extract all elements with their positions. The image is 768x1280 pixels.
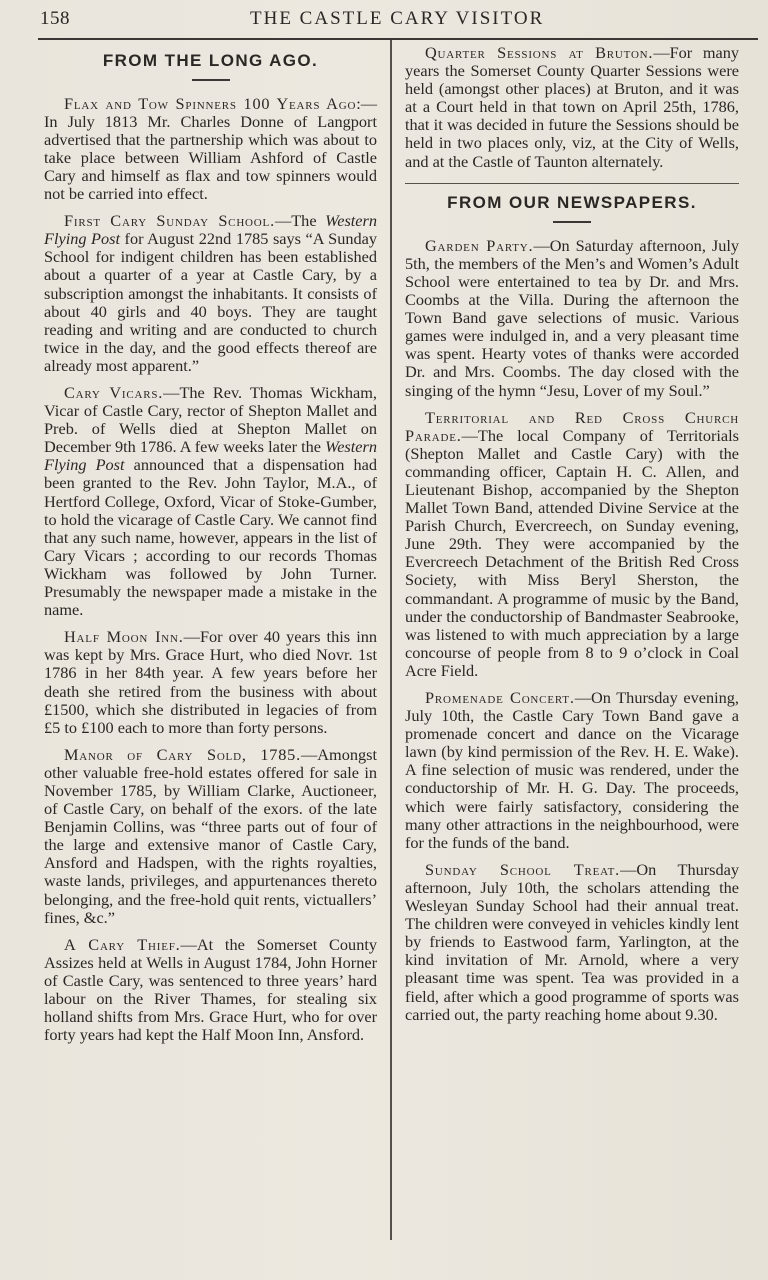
article-body: announced that a dispensation had been granted to the Rev. John Taylor, M.A., of Hertford College, Oxford, Vicar of Stoke-Gumber, to hold the vicarage of Castle Cary. We cannot find that any such name, however, appears in the list of Cary Vicars ; according to our records Thomas Wickham was followed by John Turner. Presumably the newspaper made a mistake in the name. (44, 455, 378, 620)
article-cary-thief (44, 936, 377, 1045)
column-divider (390, 40, 392, 1240)
article-school-treat (405, 861, 739, 1024)
article-garden-party (405, 237, 739, 400)
article-body: —Amongst other valuable free-hold estates offered for sale in November 1785, by William Clarke, Auctioneer, of Castle Cary, on behalf of the exors. of the late Benjamin Collins, was “three parts out of four of the large and extensive manor of Castle Cary, Ansford and Hadspen, with the rights royalties, waste lands, privileges, and appurtenances thereto belonging, and the free-hold quit rents, victuallers’ fines, &c.” (44, 744, 377, 927)
section-title-newspapers: FROM OUR NEWSPAPERS. (447, 193, 697, 213)
page-number: 158 (40, 8, 70, 29)
right-column (405, 44, 739, 1033)
article-body: —The Rev. Thomas Wickham, Vicar of Castle Cary, rector of Shepton Mallet and Preb. of Wells died at Shepton Mallet on December 9th 1786. A few weeks later the (44, 383, 377, 457)
section-title-long-ago: FROM THE LONG AGO. (102, 51, 319, 70)
article-body: —The local Company of Territorials (Shepton Mallet and Castle Cary) with the commanding officer, Captain H. C. Allen, and Lieutenant Bishop, accompanied by the Shepton Mallet Town Band, attended Divine Service at the Parish Church, Evercreech, on Sunday evening, June 29th. They were accompanied by the Evercreech Detachment of the British Red Cross Society, with Miss Beryl Sherston, the commandant. A programme of music by the Band, under the conductorship of Bandmaster Seabrooke, was listened to with much appreciation by a large concourse of people from 8 to 9 o’clock in Coal Acre Field. (405, 425, 739, 680)
header-rule (38, 38, 758, 40)
section-divider-rule (405, 183, 739, 185)
article-lead: Promenade Concert. (425, 688, 575, 707)
article-manor-sold (44, 746, 377, 927)
article-cary-vicars (44, 384, 377, 619)
article-body: for August 22nd 1785 says “A Sunday School for indigent children has been established about a quarter of a year at Castle Cary, by a subscription amongst the inhabitants. It consists of about 40 girls and 40 boys. They are taught reading and writing and are conducted to church twice in the day, and the good effects thereof are already most apparent.” (44, 229, 378, 375)
article-body: —For many years the Somerset County Quarter Sessions were held (amongst other places) at Bruton, and it was at a Court held in that town on April 25th, 1786, that it was decided in future the Sessions should be held in two places only, viz, at the City of Wells, and at the Castle of Taunton alternately. (405, 43, 740, 171)
article-body: —On Thursday afternoon, July 10th, the scholars attending the Wesleyan Sunday School had their annual treat. The children were conveyed in vehicles kindly lent by friends to Eastwood farm, Yarlington, at the kind invitation of Mr. Arnold, where a very pleasant time was spent. Tea was provided in a field, after which a good programme of sports was carried out, the party reaching home about 9.30. (405, 859, 739, 1024)
article-body: :—In July 1813 Mr. Charles Donne of Langport advertised that the partnership which was about to take place between William Ashford of Castle Cary and himself as flax and tow spinners would not be carried into effect. (44, 93, 377, 204)
running-title: THE CASTLE CARY VISITOR (250, 8, 545, 29)
newspaper-name: Western Flying Post (44, 437, 377, 475)
article-lead: Half Moon Inn. (64, 627, 184, 647)
article-lead: Cary Vicars. (64, 383, 164, 402)
article-lead: Territorial and Red Cross Church Parade. (405, 407, 739, 445)
section-rule (192, 79, 230, 81)
article-body: —The (274, 211, 326, 231)
left-column (44, 44, 377, 1053)
newspaper-name: Western Flying Post (44, 211, 378, 249)
article-body: —On Saturday afternoon, July 5th, the members of the Men’s and Women’s Adult School were entertained to tea by Dr. and Mrs. Coombs at the Villa. During the afternoon the Town Band gave selections of music. Various games were indulged in, and a very pleasant time was spent. Hearty votes of thanks were accorded Dr. and Mrs. Coombs. The day closed with the singing of the hymn “Jesu, Lover of my Soul.” (405, 235, 740, 400)
article-flax-spinners (44, 95, 377, 204)
article-lead: Sunday School Treat. (425, 859, 621, 879)
article-sunday-school (44, 212, 377, 375)
section-rule (553, 221, 591, 223)
article-body: —For over 40 years this inn was kept by Mrs. Grace Hurt, who died Novr. 1st 1786 in her 84th year. A few years before her death she retired from the business with about £1500, which she distributed in legacies of from £5 to £100 each to more than forty persons. (44, 627, 377, 737)
article-lead: Flax and Tow Spinners 100 Years Ago (64, 93, 357, 113)
article-lead: Manor of Cary Sold, 1785. (64, 744, 301, 764)
article-quarter-sessions (405, 44, 739, 171)
article-half-moon-inn (44, 628, 377, 737)
article-church-parade (405, 409, 739, 680)
article-promenade-concert (405, 689, 739, 852)
article-lead: Garden Party. (425, 235, 534, 255)
article-body: —At the Somerset County Assizes held at Wells in August 1784, John Horner of Castle Cary, was sentenced to three years’ hard labour on the River Thames, for stealing six holland shifts from Mrs. Grace Hurt, who for over forty years had kept the Half Moon Inn, Ansford. (44, 934, 377, 1045)
article-lead: Quarter Sessions at Bruton. (425, 43, 654, 62)
page-header (40, 6, 758, 32)
article-lead: A Cary Thief. (64, 934, 181, 954)
article-body: —On Thursday evening, July 10th, the Castle Cary Town Band gave a promenade concert and dance on the Vicarage lawn (by kind permission of the Rev. H. E. Wake). A fine selection of music was rendered, under the conductorship of Mr. H. G. Day. The proceeds, which were fairly satisfactory, considering the many other attractions in the neighbourhood, were for the funds of the band. (405, 688, 739, 852)
article-lead: First Cary Sunday School. (64, 211, 275, 231)
